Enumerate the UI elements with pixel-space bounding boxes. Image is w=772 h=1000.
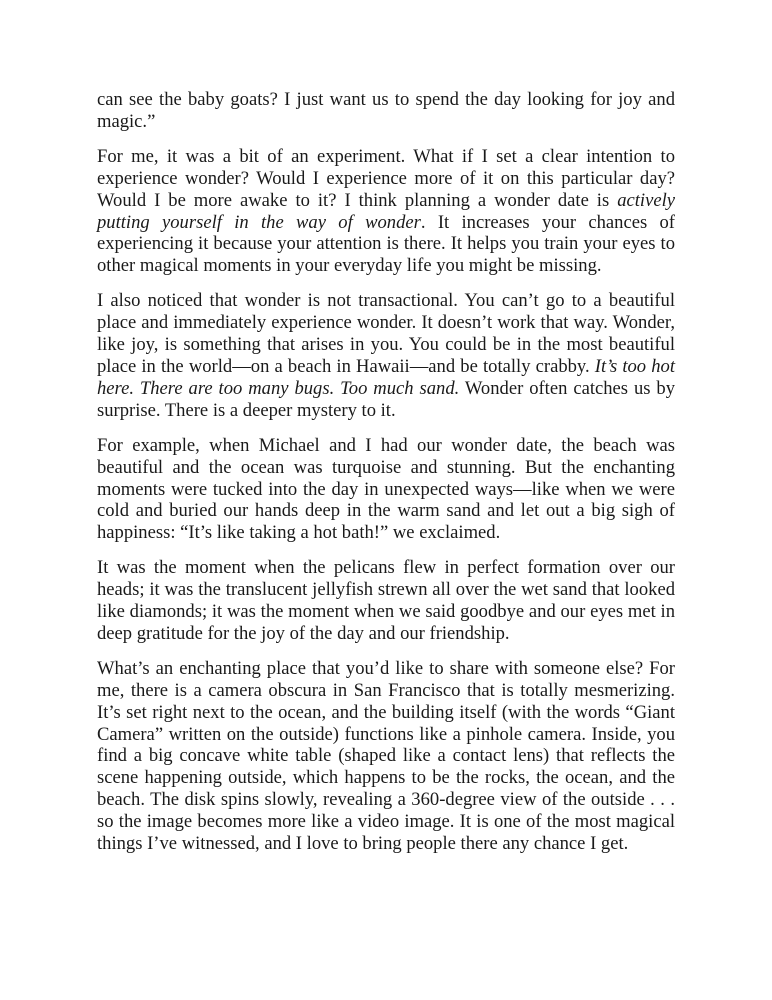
text-run: can see the baby goats? I just want us to spend the day looking for joy and magic.”	[97, 89, 675, 132]
text-run: For example, when Michael and I had our wonder date, the beach was beautiful and the ocean was turquoise and stunning. But the enchanting moments were tucked into the day in unexpected ways—like when we were cold and buried our hands deep in the warm sand and let out a big sigh of happiness: “It’s like taking a hot bath!” we exclaimed.	[97, 434, 675, 544]
text-run: For me, it was a bit of an experiment. What if I set a clear intention to experience wonder? Would I experience more of it on this particular day? Would I be more awake to it? I think planning a wonder date is	[97, 145, 675, 211]
italic-run: actively putting yourself in the way of wonder	[97, 189, 675, 233]
italic-run: It’s too hot here. There are too many bugs. Too much sand.	[97, 355, 675, 399]
text-run: Wonder often catches us by surprise. There is a deeper mystery to it.	[97, 377, 676, 421]
text-run: I also noticed that wonder is not transactional. You can’t go to a beautiful place and immediately experience wonder. It doesn’t work that way. Wonder, like joy, is something that arises in you. You could be in the most beautiful place in the world—on a beach in Hawaii—and be totally crabby.	[97, 290, 675, 377]
paragraph-1	[97, 89, 675, 133]
text-run: . It increases your chances of experiencing it because your attention is there. It helps you train your eyes to other magical moments in your everyday life you might be missing.	[97, 211, 675, 277]
text-run: What’s an enchanting place that you’d like to share with someone else? For me, there is a camera obscura in San Francisco that is totally mesmerizing. It’s set right next to the ocean, and the building itself (with the words “Giant Camera” written on the outside) functions like a pinhole camera. Inside, you find a big concave white table (shaped like a contact lens) that reflects the scene happening outside, which happens to be the rocks, the ocean, and the beach. The disk spins slowly, revealing a 360-degree view of the outside . . . so the image becomes more like a video image. It is one of the most magical things I’ve witnessed, and I love to bring people there any chance I get.	[97, 657, 675, 855]
page-body	[97, 89, 675, 868]
paragraph-3	[97, 290, 675, 421]
paragraph-4	[97, 435, 675, 545]
paragraph-2	[97, 146, 675, 277]
text-run: It was the moment when the pelicans flew in perfect formation over our heads; it was the translucent jellyfish strewn all over the wet sand that looked like diamonds; it was the moment when we said goodbye and our eyes met in deep gratitude for the joy of the day and our friendship.	[97, 557, 675, 644]
paragraph-5	[97, 557, 675, 645]
paragraph-6	[97, 658, 675, 855]
